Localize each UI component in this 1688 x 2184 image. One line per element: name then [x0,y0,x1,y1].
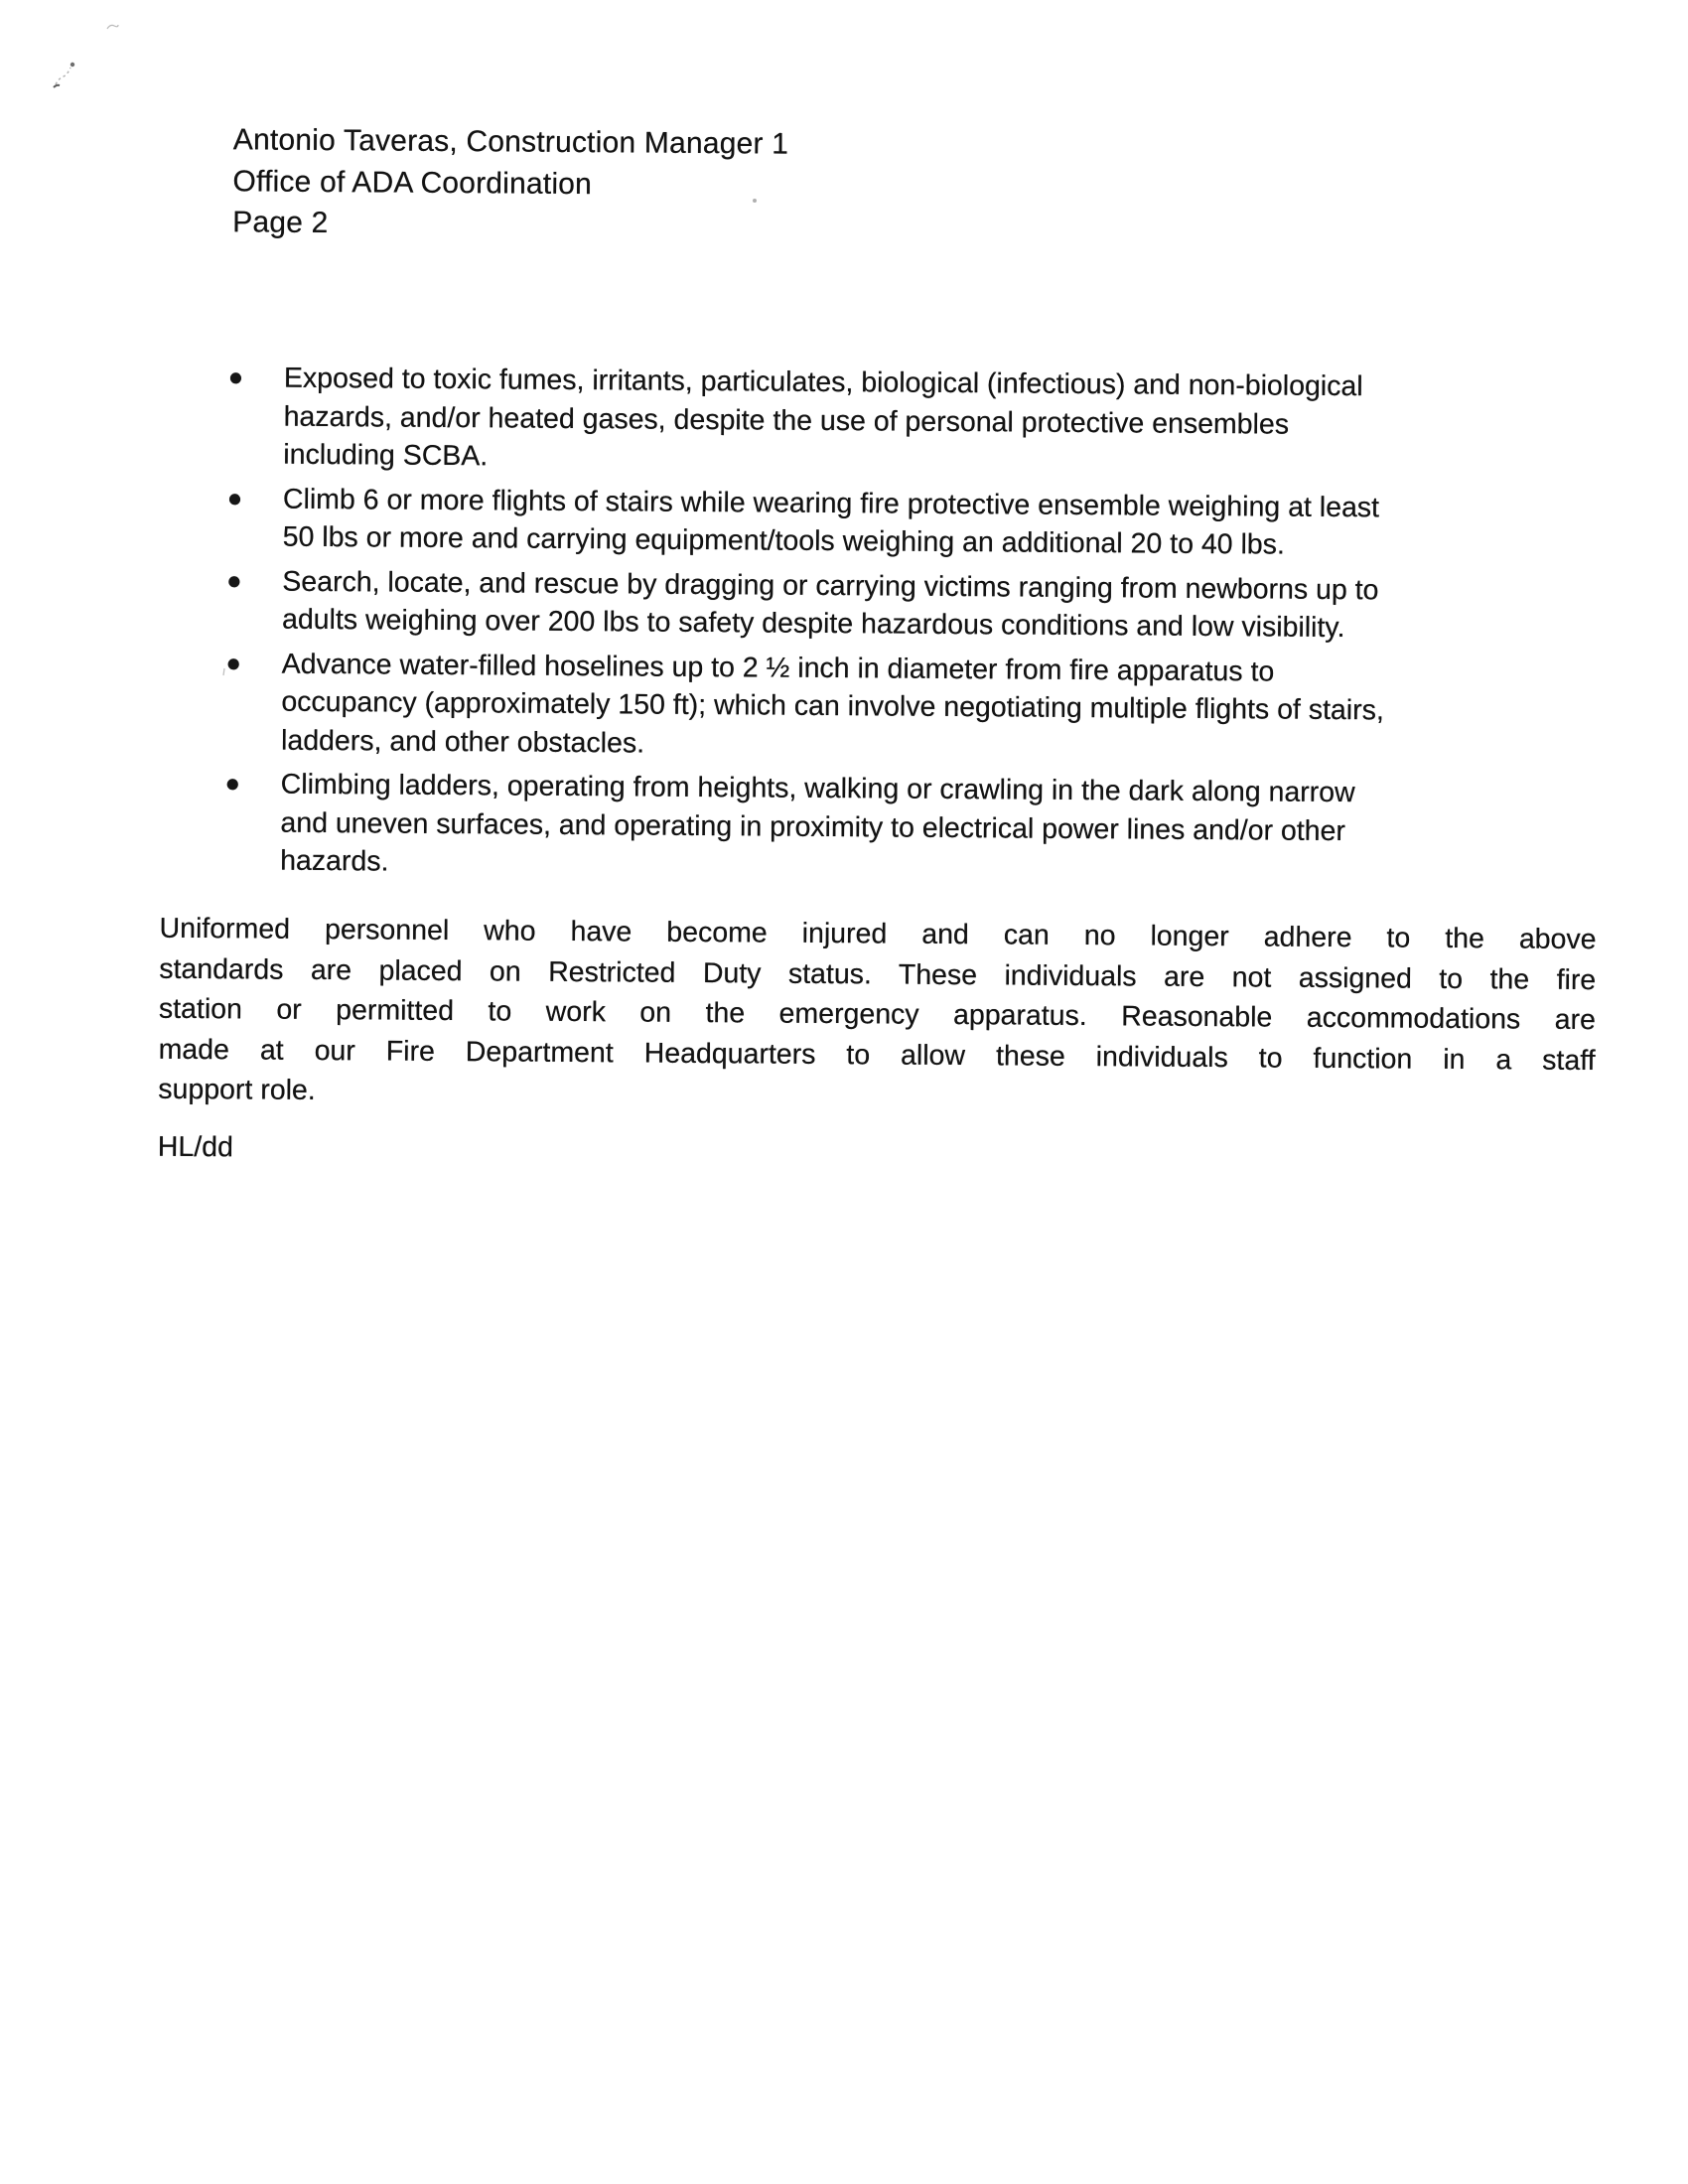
list-item-climb-stairs [227,480,1618,567]
bullet-icon [227,779,238,790]
list-item-line: and uneven surfaces, and operating in proximity to electrical power lines and/or other [280,806,1346,847]
list-item-advance-hoselines [225,645,1617,770]
bullet-icon [228,576,239,587]
bullet-icon [228,658,239,669]
list-item-line: 50 lbs or more and carrying equipment/tools weighing an additional 20 to 40 lbs. [282,520,1286,561]
paragraph-line: made at our Fire Department Headquarters to allow these individuals to function in a staff [158,1033,1596,1077]
letter-header [232,119,788,247]
bullet-icon [229,494,240,505]
list-item-line: Advance water-filled hoselines up to 2 ½ inch in diameter from fire apparatus to [281,648,1275,688]
list-item-line: ladders, and other obstacles. [280,724,645,760]
bullet-icon [230,372,241,383]
page-number: Page 2 [232,206,329,240]
typist-initials: HL/dd [157,1130,234,1164]
list-item-climbing-ladders [224,765,1616,890]
list-item-line: adults weighing over 200 lbs to safety despite hazardous conditions and low visibility. [281,603,1345,645]
list-item-exposure [227,359,1618,484]
paragraph-line: standards are placed on Restricted Duty status. These individuals are not assigned to the fire [159,952,1597,996]
list-item-line: including SCBA. [283,438,489,473]
paragraph-line: station or permitted to work on the emergency apparatus. Reasonable accommodations are [158,992,1597,1037]
restricted-duty-paragraph [158,909,1597,1121]
list-item-line: occupancy (approximately 150 ft); which can involve negotiating multiple flights of stairs, [281,685,1384,727]
list-item-search-rescue [226,562,1618,650]
list-item-line: Search, locate, and rescue by dragging or carrying victims ranging from newborns up to [282,565,1379,606]
recipient-name-title: Antonio Taveras, Construction Manager 1 [232,123,789,161]
paragraph-line: support role. [158,1073,316,1106]
recipient-office: Office of ADA Coordination [232,164,593,201]
duty-requirements-list [224,359,1618,896]
list-item-line: hazards, and/or heated gases, despite the use of personal protective ensembles [283,400,1290,441]
paragraph-line: Uniformed personnel who have become injured and can no longer adhere to the above [159,912,1597,956]
list-item-line: hazards. [280,844,389,878]
list-item-line: Exposed to toxic fumes, irritants, particulates, biological (infectious) and non-biological [283,362,1363,403]
list-item-line: Climb 6 or more flights of stairs while wearing fire protective ensemble weighing at least [282,483,1380,523]
list-item-line: Climbing ladders, operating from heights, walking or crawling in the dark along narrow [280,768,1355,809]
